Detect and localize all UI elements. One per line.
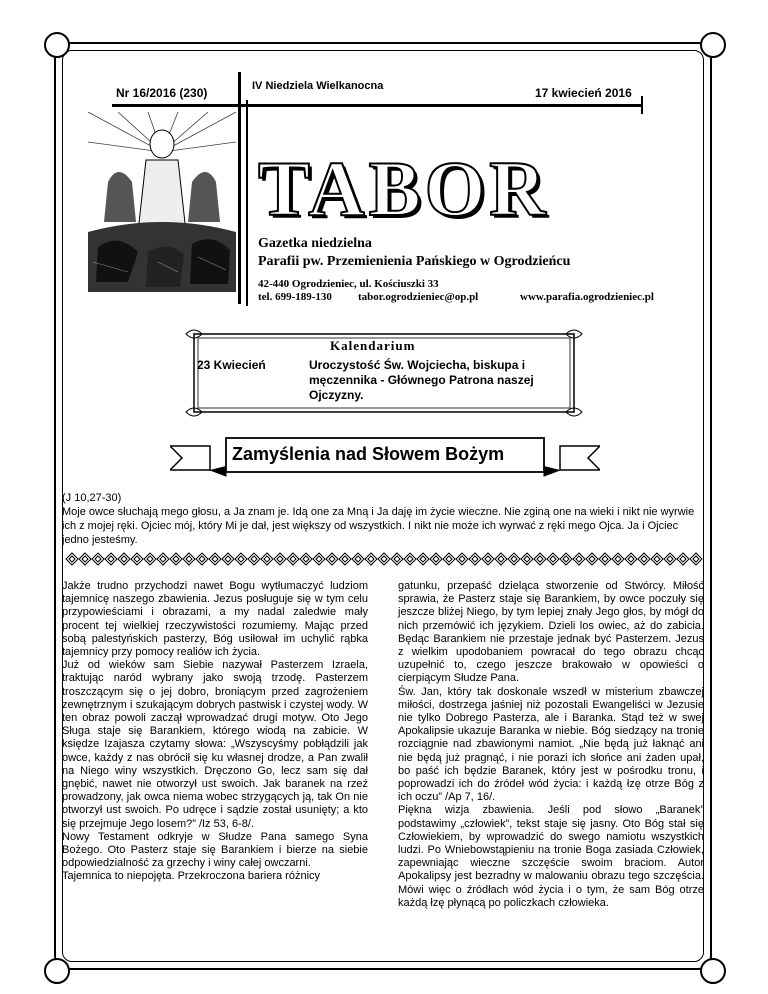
divider-diamond	[105, 553, 117, 565]
divider-diamond-inner	[550, 556, 556, 562]
divider-diamond	[352, 553, 364, 565]
newsletter-title: TABOR	[258, 145, 550, 232]
divider-diamond	[313, 553, 325, 565]
diamond-divider	[62, 552, 704, 566]
frame-corner-ornament	[44, 32, 70, 58]
frame-corner-ornament	[44, 958, 70, 984]
divider-diamond-inner	[667, 556, 673, 562]
divider-diamond	[209, 553, 221, 565]
divider-diamond	[92, 553, 104, 565]
divider-diamond	[183, 553, 195, 565]
divider-diamond	[495, 553, 507, 565]
divider-diamond-inner	[641, 556, 647, 562]
divider-diamond	[157, 553, 169, 565]
parish-website[interactable]: www.parafia.ogrodzieniec.pl	[520, 291, 654, 303]
divider-diamond	[599, 553, 611, 565]
divider-diamond-inner	[251, 556, 257, 562]
divider-diamond-inner	[147, 556, 153, 562]
divider-diamond	[586, 553, 598, 565]
divider-diamond	[521, 553, 533, 565]
divider-diamond	[469, 553, 481, 565]
parish-address: 42-440 Ogrodzieniec, ul. Kościuszki 33	[258, 278, 439, 290]
divider-diamond-inner	[355, 556, 361, 562]
divider-diamond-inner	[511, 556, 517, 562]
divider-diamond	[79, 553, 91, 565]
divider-diamond	[131, 553, 143, 565]
divider-diamond-inner	[420, 556, 426, 562]
cross-vertical-rule-secondary	[246, 100, 248, 306]
divider-diamond-inner	[615, 556, 621, 562]
cross-vertical-rule	[238, 72, 241, 304]
divider-diamond	[287, 553, 299, 565]
divider-diamond-inner	[485, 556, 491, 562]
article-column-left	[62, 580, 368, 884]
divider-diamond-inner	[394, 556, 400, 562]
divider-diamond-inner	[654, 556, 660, 562]
divider-diamond-inner	[108, 556, 114, 562]
divider-diamond	[261, 553, 273, 565]
divider-diamond	[560, 553, 572, 565]
divider-diamond	[196, 553, 208, 565]
divider-diamond-inner	[693, 556, 699, 562]
divider-diamond-inner	[563, 556, 569, 562]
divider-diamond	[456, 553, 468, 565]
calendar-date: 23 Kwiecień	[197, 358, 266, 372]
article-paragraph: gatunku, przepaść dzieląca stworzenie od Stwórcy. Miłość sprawia, że Pasterz staje się Barankiem, by owce poczuły się jeszcze bliżej Niego, by tym lepiej znały Jego głos, by mógł do nich przemówić ich językiem. Dzieli los owiec, aż do zabicia. Będąc Barankiem nie przestaje jednak być Pasterzem. Jezus z wielkim upodobaniem powracał do tego obrazu chcąc uzupełnić to, czego jeszcze brakowało w opowieści o cierpiącym Słudze Pana.	[398, 580, 704, 685]
divider-diamond-inner	[433, 556, 439, 562]
issue-number: Nr 16/2016 (230)	[116, 86, 208, 100]
divider-diamond	[482, 553, 494, 565]
gospel-excerpt: (J 10,27-30) Moje owce słuchają mego głosu, a Ja znam je. Idą one za Mną i Ja daję im życie wieczne. Nie zginą one na wieki i nikt nie wyrwie ich z mojej ręki. Ojciec mój, który Mi je dał, jest większy od wszystkich. I nikt nie może ich wyrwać z ręki mego Ojca. Ja i Ojciec jedno jesteśmy.	[62, 492, 695, 546]
divider-diamond-inner	[602, 556, 608, 562]
header-right-rule	[641, 96, 643, 114]
divider-diamond-inner	[82, 556, 88, 562]
divider-diamond	[391, 553, 403, 565]
divider-diamond-inner	[342, 556, 348, 562]
divider-diamond	[365, 553, 377, 565]
divider-diamond-inner	[277, 556, 283, 562]
header-rule	[112, 104, 642, 107]
divider-diamond-inner	[329, 556, 335, 562]
divider-diamond	[534, 553, 546, 565]
divider-diamond-inner	[537, 556, 543, 562]
parish-name: Parafii pw. Przemienienia Pańskiego w Ogrodzieńcu	[258, 254, 571, 269]
divider-diamond-inner	[225, 556, 231, 562]
frame-corner-ornament	[700, 958, 726, 984]
divider-diamond	[508, 553, 520, 565]
divider-diamond	[378, 553, 390, 565]
article-paragraph: Jakże trudno przychodzi nawet Bogu wytłumaczyć ludziom tajemnicę naszego zbawienia. Jezus posługuje się w tym celu przypowieściami i obrazami, a my nadal zaledwie mały procent tej wielkiej rzeczywistości rozumiemy. Mając przed sobą palestyńskich pasterzy, Bóg usiłował im uchylić rąbka tajemnicy przy pomocy realiów ich życia.	[62, 580, 368, 659]
divider-diamond	[664, 553, 676, 565]
divider-diamond-inner	[498, 556, 504, 562]
divider-diamond	[612, 553, 624, 565]
divider-diamond-inner	[95, 556, 101, 562]
divider-diamond	[339, 553, 351, 565]
divider-diamond	[170, 553, 182, 565]
divider-diamond-inner	[576, 556, 582, 562]
article-paragraph: Już od wieków sam Siebie nazywał Pasterzem Izraela, traktując naród wybrany jako swoją trzodę. Pasterzem troszczącym się o jej dobro, broniącym przed zagrożeniem zewnętrznym i szukającym dobrych pastwisk i czystej wody. W ten obraz powoli zaczął wprowadzać drugi motyw. Oto Jego Sługa staje się Barankiem, którego wiodą na zabicie. W księdze Izajasza czytamy słowa: „Wszyscyśmy pobłądzili jak owce, każdy z nas obrócił się ku własnej drodze, a Pan zwalił na Niego winy wszystkich. Dręczono Go, lecz sam się dał gnębić, nawet nie otworzył ust swoich. Jak baranek na rzeź prowadzony, jak owca niema wobec strzygących ją, tak On nie otworzył ust swoich. Po udręce i sądzie został usunięty; a kto się przejmuje Jego losem?” /Iz 53, 6-8/.	[62, 659, 368, 830]
divider-diamond	[625, 553, 637, 565]
divider-diamond-inner	[264, 556, 270, 562]
divider-diamond-inner	[121, 556, 127, 562]
article-paragraph: Piękna wizja zbawienia. Jeśli pod słowo „Baranek” podstawimy „człowiek”, tekst staje się jasny. Oto Bóg stał się Człowiekiem, by wprowadzić do swego namiotu wszystkich ludzi. Po Wniebowstąpieniu na tronie Boga zasiada Człowiek, zapewniając wieczne szczęście swoim braciom. Autor Apokalipsy jest bezradny w malowaniu obrazu tego szczęścia. Mówi więc o źródłach wód życia i o tym, że sam Bóg otrze każdą łzę płynącą po policzkach człowieka.	[398, 804, 704, 909]
divider-diamond	[677, 553, 689, 565]
divider-diamond	[66, 553, 78, 565]
parish-email[interactable]: tabor.ogrodzieniec@op.pl	[358, 291, 479, 303]
article-column-right	[398, 580, 704, 910]
divider-diamond	[690, 553, 702, 565]
transfiguration-engraving-image	[88, 112, 236, 292]
divider-diamond-inner	[303, 556, 309, 562]
article-paragraph: Św. Jan, który tak doskonale wszedł w misterium zbawczej miłości, dostrzega jaśniej niż pozostali Ewangeliści w Jezusie nie tylko Dobrego Pasterza, ale i Baranka. Stąd też w swej Apokalipsie ukazuje Baranka w niebie. Bóg siedzący na tronie rozciągnie nad zbawionymi namiot. „Nie będą już łaknąć ani nie będą już pragnąć, i nie porazi ich słońce ani żaden upał, bo paść ich będzie Baranek, który jest w pośrodku tronu, i poprowadzi ich do źródeł wód życia: i każdą łzę otrze Bóg z ich oczu” /Ap 7, 16/.	[398, 685, 704, 804]
newsletter-subtitle: Gazetka niedzielna	[258, 236, 372, 251]
divider-diamond	[651, 553, 663, 565]
divider-diamond	[547, 553, 559, 565]
divider-diamond-inner	[472, 556, 478, 562]
frame-corner-ornament	[700, 32, 726, 58]
article-paragraph: Nowy Testament odkryje w Słudze Pana samego Syna Bożego. Oto Pasterz staje się Barankiem i bierze na siebie odpowiedzialność za grzechy i winy całej owczarni.	[62, 830, 368, 870]
divider-diamond-inner	[238, 556, 244, 562]
divider-diamond	[222, 553, 234, 565]
divider-diamond-inner	[316, 556, 322, 562]
divider-diamond-inner	[459, 556, 465, 562]
divider-diamond-inner	[69, 556, 75, 562]
divider-diamond	[404, 553, 416, 565]
divider-diamond-inner	[524, 556, 530, 562]
divider-diamond-inner	[680, 556, 686, 562]
divider-diamond-inner	[381, 556, 387, 562]
divider-diamond	[326, 553, 338, 565]
divider-diamond-inner	[199, 556, 205, 562]
divider-diamond-inner	[173, 556, 179, 562]
divider-diamond	[443, 553, 455, 565]
issue-date: 17 kwiecień 2016	[535, 86, 632, 100]
divider-diamond-inner	[407, 556, 413, 562]
divider-diamond	[274, 553, 286, 565]
divider-diamond	[417, 553, 429, 565]
divider-diamond-inner	[186, 556, 192, 562]
section-heading: Zamyślenia nad Słowem Bożym	[232, 444, 505, 464]
divider-diamond-inner	[134, 556, 140, 562]
divider-diamond-inner	[628, 556, 634, 562]
divider-diamond	[248, 553, 260, 565]
parish-phone: tel. 699-189-130	[258, 291, 332, 303]
liturgical-sunday: IV Niedziela Wielkanocna	[252, 80, 384, 92]
calendar-heading: Kalendarium	[330, 338, 416, 353]
divider-diamond-inner	[446, 556, 452, 562]
divider-diamond	[638, 553, 650, 565]
divider-diamond	[300, 553, 312, 565]
divider-diamond	[430, 553, 442, 565]
divider-diamond	[235, 553, 247, 565]
calendar-event: Uroczystość Św. Wojciecha, biskupa i męczennika - Głównego Patrona naszej Ojczyzny.	[309, 358, 534, 402]
article-paragraph: Tajemnica to niepojęta. Przekroczona bariera różnicy	[62, 870, 321, 883]
divider-diamond	[144, 553, 156, 565]
divider-diamond-inner	[160, 556, 166, 562]
divider-diamond	[573, 553, 585, 565]
divider-diamond-inner	[589, 556, 595, 562]
divider-diamond-inner	[212, 556, 218, 562]
divider-diamond-inner	[290, 556, 296, 562]
divider-diamond-inner	[368, 556, 374, 562]
divider-diamond	[118, 553, 130, 565]
